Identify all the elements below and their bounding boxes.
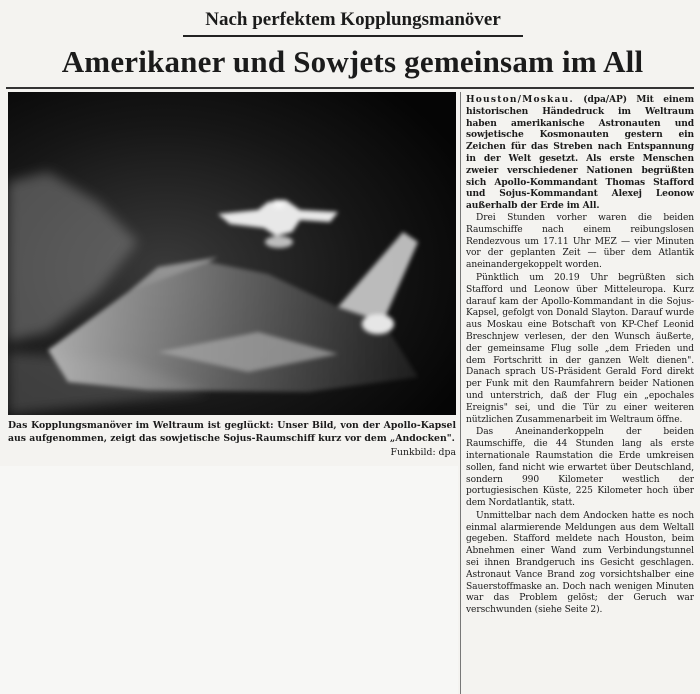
kicker-headline: Nach perfektem Kopplungsmanöver — [183, 7, 523, 37]
soyuz-photo-illustration — [8, 92, 456, 415]
article-paragraph: Pünktlich um 20.19 Uhr begrüßten sich Stafford und Leonow über Mitteleuropa. Kurz darauf kam der Apollo-Kommandant in die Sojus-Kapsel, gefolgt von Donald Slayton. Darauf wurde aus Moskau eine Botschaft von KP-Chef Leonid Breschnjew verlesen, der den Wunsch äußerte, der gemeinsame Flug solle „dem Frieden und dem Fortschritt in der ganzen Welt dienen". Danach sprach US-Präsident Gerald Ford direkt per Funk mit den Raumfahrern beider Nationen und unterstrich, daß der Flug ein „epochales Ereignis" sei, und die Tür zu einer weiteren nützlichen Zusammenarbeit im Weltraum öffne. — [466, 272, 694, 425]
photo-caption: Das Kopplungsmanöver im Weltraum ist geglückt: Unser Bild, von der Apollo-Kapsel aus aufgenommen, zeigt das sowjetische Sojus-Raumschiff kurz vor dem „Andocken". — [8, 420, 456, 444]
main-headline: Amerikaner und Sowjets gemeinsam im All — [61, 44, 644, 79]
lead-text: Mit einem historischen Händedruck im Weltraum haben amerikanische Astronauten und sowjetische Kosmonauten gestern ein Zeichen für das Streben nach Entspannung in der Welt gesetzt. Als erste Menschen zweier verschiedener Nationen begrüßten sich Apollo-Kommandant Thomas Stafford und Sojus-Kommandant Alexej Leonow außerhalb der Erde im All. — [466, 94, 694, 212]
article-paragraph: Das Aneinanderkoppeln der beiden Raumschiffe, die 44 Stunden lang als erste internationale Raumstation die Erde umkreisen sollen, fand nicht wie erwartet über Deutschland, sondern 990 Kilometer westlich der portugiesischen Küste, 225 Kilometer hoch über dem Nordatlantik, statt. — [466, 427, 694, 509]
lead-paragraph — [466, 94, 694, 212]
dateline: Houston/Moskau. — [466, 94, 574, 105]
article-paragraph: Drei Stunden vorher waren die beiden Raumschiffe nach einem reibungslosen Rendezvous um 17.11 Uhr MEZ — vier Minuten vor der geplanten Zeit — über dem Atlantik aneinandergekoppelt worden. — [466, 212, 694, 271]
soyuz-photo — [8, 92, 456, 415]
agency-tag: (dpa/AP) — [583, 94, 627, 105]
blank-paper-area — [0, 466, 458, 694]
column-rule — [460, 92, 461, 694]
article-body — [466, 94, 694, 694]
headline-rule — [6, 87, 694, 89]
article-paragraph: Unmittelbar nach dem Andocken hatte es noch einmal alarmierende Meldungen aus dem Weltall gegeben. Stafford meldete nach Houston, beim Abnehmen einer Wand zum Verbindungstunnel sei ihnen Brandgeruch ins Gesicht geschlagen. Astronaut Vance Brand zog vorsichtshalber eine Sauerstoffmaske an. Doch nach wenigen Minuten war das Problem gelöst; der Geruch war verschwunden (siehe Seite 2). — [466, 510, 694, 616]
photo-credit: Funkbild: dpa — [390, 447, 456, 458]
